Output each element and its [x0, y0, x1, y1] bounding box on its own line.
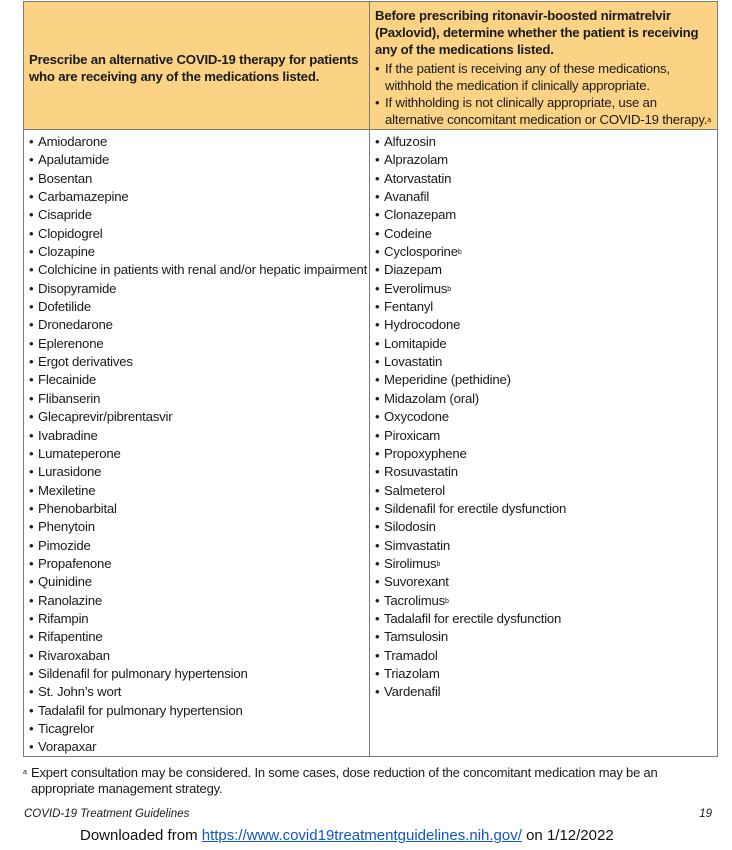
medication-item: • Clonazepam — [375, 206, 715, 224]
medication-item: • Simvastatin — [375, 537, 715, 555]
footnote-b-marker: b — [436, 560, 441, 568]
header-right-bullet: • If withholding is not clinically appropriate, use an alternative concomitant medication or COVID-19 therapy.$^a$ — [375, 94, 715, 128]
medication-item: • Apalutamide — [29, 151, 367, 169]
medication-item: • Suvorexant — [375, 573, 715, 591]
header-right — [375, 7, 715, 128]
medication-item: • Tamsulosin — [375, 628, 715, 646]
medication-item: • Sirolimus$^b$ — [375, 555, 715, 573]
medication-item: • Meperidine (pethidine) — [375, 371, 715, 389]
medication-item: • Lovastatin — [375, 353, 715, 371]
medication-item: • Ranolazine — [29, 592, 367, 610]
medication-item: • Colchicine in patients with renal and/or hepatic impairment — [29, 261, 367, 279]
footnote-b-marker: b — [445, 597, 449, 605]
medication-item: • Amiodarone — [29, 133, 367, 151]
medication-item: • Clopidogrel — [29, 225, 367, 243]
medication-item: • Cyclosporine$^b$ — [375, 243, 715, 261]
medication-item: • Phenobarbital — [29, 500, 367, 518]
medication-item: • Rosuvastatin — [375, 463, 715, 481]
medication-item: • Vorapaxar — [29, 738, 367, 756]
footnote-marker: a — [23, 769, 27, 776]
medication-item: • Everolimus$^b$ — [375, 280, 715, 298]
medication-item: • Tadalafil for pulmonary hypertension — [29, 702, 367, 720]
footnote-a-marker: a — [707, 117, 711, 124]
medication-item: • Carbamazepine — [29, 188, 367, 206]
medication-item: • Sildenafil for pulmonary hypertension — [29, 665, 367, 683]
medication-item: • Avanafil — [375, 188, 715, 206]
medication-item: • Dronedarone — [29, 316, 367, 334]
footnote-b-marker: b — [447, 285, 451, 293]
medication-item: • Tadalafil for erectile dysfunction — [375, 610, 715, 628]
column-divider — [369, 2, 370, 756]
header-right-bullet: • If the patient is receiving any of these medications, withhold the medication if clinically appropriate. — [375, 60, 715, 94]
medication-item: • Rivaroxaban — [29, 647, 367, 665]
medication-item: • Glecaprevir/pibrentasvir — [29, 408, 367, 426]
medication-item: • Tacrolimus$^b$ — [375, 592, 715, 610]
medication-item: • Lomitapide — [375, 335, 715, 353]
download-prefix: Downloaded from — [80, 827, 202, 844]
guidelines-title: COVID-19 Treatment Guidelines — [24, 808, 190, 820]
header-right-title: Before prescribing ritonavir-boosted nirmatrelvir (Paxlovid), determine whether the patient is receiving any of the medications listed. — [375, 8, 699, 57]
medication-item: • Mexiletine — [29, 482, 367, 500]
medication-item: • Sildenafil for erectile dysfunction — [375, 500, 715, 518]
medication-item: • Alfuzosin — [375, 133, 715, 151]
medication-item: • Salmeterol — [375, 482, 715, 500]
medication-item: • Eplerenone — [29, 335, 367, 353]
download-link[interactable]: https://www.covid19treatmentguidelines.nih.gov/ — [201, 827, 522, 844]
medication-item: • Lurasidone — [29, 463, 367, 481]
medication-item: • Propoxyphene — [375, 445, 715, 463]
medication-item: • Ivabradine — [29, 427, 367, 445]
medication-item: • Clozapine — [29, 243, 367, 261]
medication-item: • Phenytoin — [29, 518, 367, 536]
medication-item: • Rifapentine — [29, 628, 367, 646]
right-medication-list — [375, 133, 715, 702]
medication-item: • Cisapride — [29, 206, 367, 224]
medication-item: • Oxycodone — [375, 408, 715, 426]
medication-item: • Ticagrelor — [29, 720, 367, 738]
medication-item: • Bosentan — [29, 170, 367, 188]
medication-item: • Propafenone — [29, 555, 367, 573]
medication-item: • Flecainide — [29, 371, 367, 389]
download-suffix: on 1/12/2022 — [521, 827, 614, 844]
table-header — [24, 2, 717, 130]
left-medication-list — [29, 133, 367, 757]
medication-item: • Disopyramide — [29, 280, 367, 298]
page-number: 19 — [699, 808, 712, 820]
footnote-text: Expert consultation may be considered. In some cases, dose reduction of the concomitant medication may be an appropriate management strategy. — [31, 765, 658, 796]
medication-item: • Atorvastatin — [375, 170, 715, 188]
medication-item: • Vardenafil — [375, 683, 715, 701]
medication-item: • Alprazolam — [375, 151, 715, 169]
medication-item: • Hydrocodone — [375, 316, 715, 334]
medication-item: • Fentanyl — [375, 298, 715, 316]
medication-item: • Triazolam — [375, 665, 715, 683]
medication-item: • Diazepam — [375, 261, 715, 279]
medication-item: • St. John’s wort — [29, 683, 367, 701]
drug-interaction-table — [23, 1, 718, 757]
medication-item: • Flibanserin — [29, 390, 367, 408]
medication-item: • Quinidine — [29, 573, 367, 591]
medication-item: • Tramadol — [375, 647, 715, 665]
medication-item: • Rifampin — [29, 610, 367, 628]
footnote — [23, 765, 713, 797]
medication-item: • Lumateperone — [29, 445, 367, 463]
medication-item: • Pimozide — [29, 537, 367, 555]
footnote-b-marker: b — [457, 249, 462, 257]
medication-item: • Codeine — [375, 225, 715, 243]
download-notice — [80, 827, 614, 844]
header-left-text: Prescribe an alternative COVID-19 therapy for patients who are receiving any of the medications listed. — [29, 52, 359, 84]
medication-item: • Piroxicam — [375, 427, 715, 445]
medication-item: • Dofetilide — [29, 298, 367, 316]
medication-item: • Silodosin — [375, 518, 715, 536]
medication-item: • Ergot derivatives — [29, 353, 367, 371]
medication-item: • Midazolam (oral) — [375, 390, 715, 408]
